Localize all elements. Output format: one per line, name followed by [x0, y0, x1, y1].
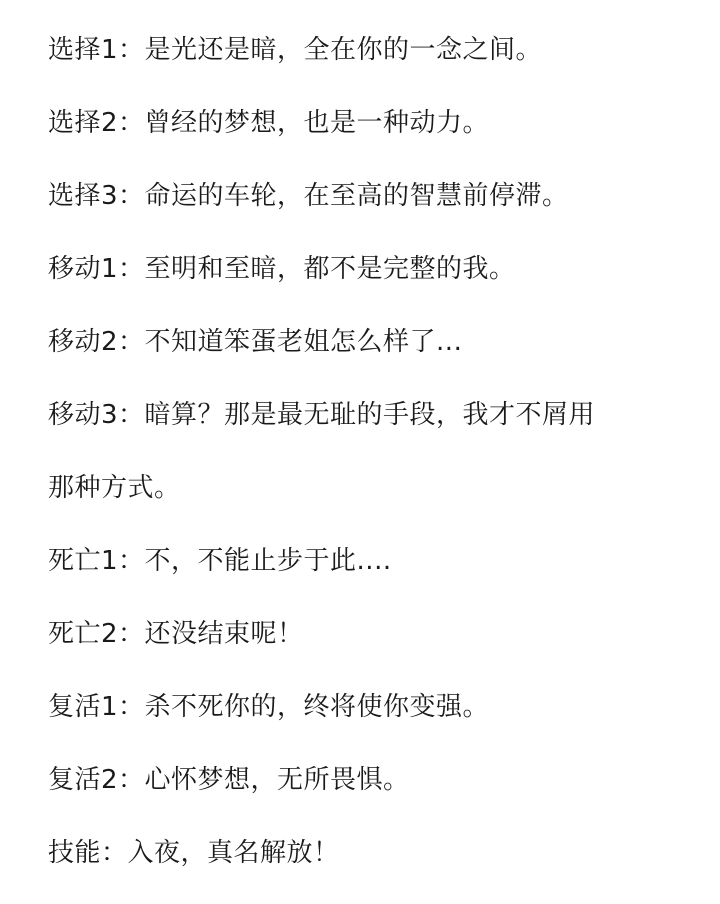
voice-line-revive-2: 复活2：心怀梦想，无所畏惧。 [48, 765, 410, 795]
voice-lines-list [48, 28, 708, 904]
voice-line-skill: 技能：入夜，真名解放！ [48, 838, 340, 868]
voice-line-select-1: 选择1：是光还是暗，全在你的一念之间。 [48, 35, 543, 65]
voice-line-select-2: 选择2：曾经的梦想，也是一种动力。 [48, 108, 490, 138]
voice-line-revive-1: 复活1：杀不死你的，终将使你变强。 [48, 692, 490, 722]
voice-line-move-2: 移动2：不知道笨蛋老姐怎么样了... [48, 327, 463, 357]
voice-line-move-3-continued: 那种方式。 [48, 473, 181, 503]
voice-line-death-1: 死亡1：不，不能止步于此.... [48, 546, 392, 576]
voice-line-move-1: 移动1：至明和至暗，都不是完整的我。 [48, 254, 516, 284]
voice-line-death-2: 死亡2：还没结束呢！ [48, 619, 304, 649]
voice-line-move-3: 移动3：暗算？那是最无耻的手段，我才不屑用 [48, 400, 596, 430]
voice-line-select-3: 选择3：命运的车轮，在至高的智慧前停滞。 [48, 181, 569, 211]
